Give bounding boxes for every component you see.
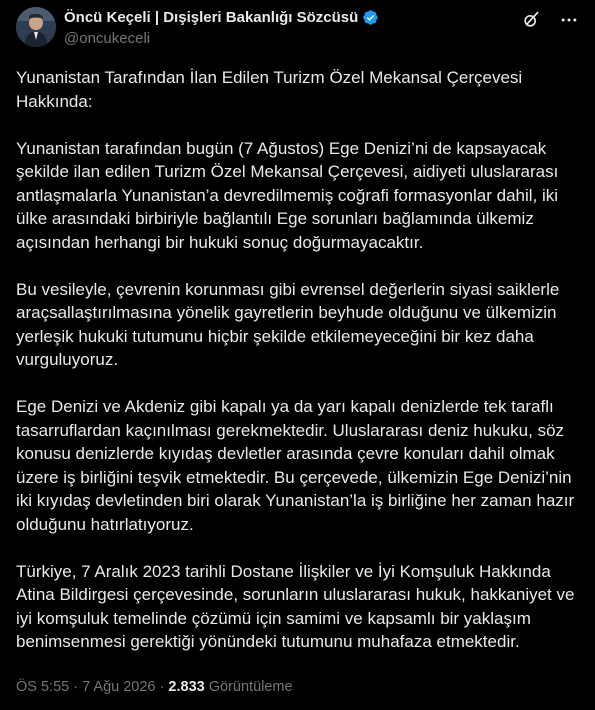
tweet-text [16,66,579,654]
tweet-time[interactable]: ÖS 5:55 [16,679,70,695]
author-handle[interactable]: @oncukeceli [64,30,151,47]
tweet-paragraph: Türkiye, 7 Aralık 2023 tarihli Dostane İlişkiler ve İyi Komşuluk Hakkında Atina Bildirgesi çerçevesinde, sorunların uluslararası hukuk, hakkaniyet ve iyi komşuluk temelinde çözümü için samimi ve kapsamlı bir yaklaşım benimsenmesi gerektiği yönündeki tutumunu muhafaza etmektedir. [16,561,575,651]
grok-icon[interactable] [521,10,541,30]
avatar[interactable] [16,7,56,47]
tweet-date[interactable]: 7 Ağu 2026 [82,679,156,695]
author-name[interactable]: Öncü Keçeli | Dışişleri Bakanlığı Sözcüsü [64,9,359,26]
meta-separator: · [73,679,79,695]
meta-separator: · [159,679,165,695]
tweet-meta [16,679,293,695]
tweet-paragraph: Yunanistan tarafından bugün (7 Ağustos) Ege Denizi’ni de kapsayacak şekilde ilan edilen Turizm Özel Mekansal Çerçevesi, aidiyeti uluslararası antlaşmalarla Yunanistan’a devredilmemiş coğrafi formasyonlar dahil, iki ülke arasındaki birbiriyle bağlantılı Ege sorunları bağlamında ülkemiz açısından herhangi bir hukuki sonuç doğurmayacaktır. [16,138,559,252]
avatar-image [16,7,56,47]
verified-badge-icon[interactable] [362,9,379,26]
views-count: 2.833 [168,679,205,695]
author-block [64,8,379,49]
tweet-header [16,0,579,60]
tweet-title: Yunanistan Tarafından İlan Edilen Turizm Özel Mekansal Çerçevesi Hakkında: [16,68,523,111]
header-actions [521,10,579,30]
tweet-paragraph: Bu vesileyle, çevrenin korunması gibi evrensel değerlerin siyasi saiklerle araçsallaştırılmasına yönelik gayretlerin beyhude olduğunu ve ülkemizin yerleşik hukuki tutumunu hiçbir şekilde etkilemeyeceğini bir kez daha vurguluyoruz. [16,279,560,369]
more-icon[interactable] [559,10,579,30]
tweet-paragraph: Ege Denizi ve Akdeniz gibi kapalı ya da yarı kapalı denizlerde tek taraflı tasarruflardan kaçınılması gerekmektedir. Uluslararası deniz hukuku, söz konusu denizlerde kıyıdaş devletler arasında çevre konuları dahil olmak üzere iş birliğini teşvik etmektedir. Bu çerçevede, ülkemizin Ege Denizi’nin iki kıyıdaş devletinden biri olarak Yunanistan’la iş birliğine her zaman hazır olduğunu hatırlatıyoruz. [16,397,575,534]
views-label: Görüntüleme [208,679,293,695]
author-name-row[interactable] [64,8,379,27]
